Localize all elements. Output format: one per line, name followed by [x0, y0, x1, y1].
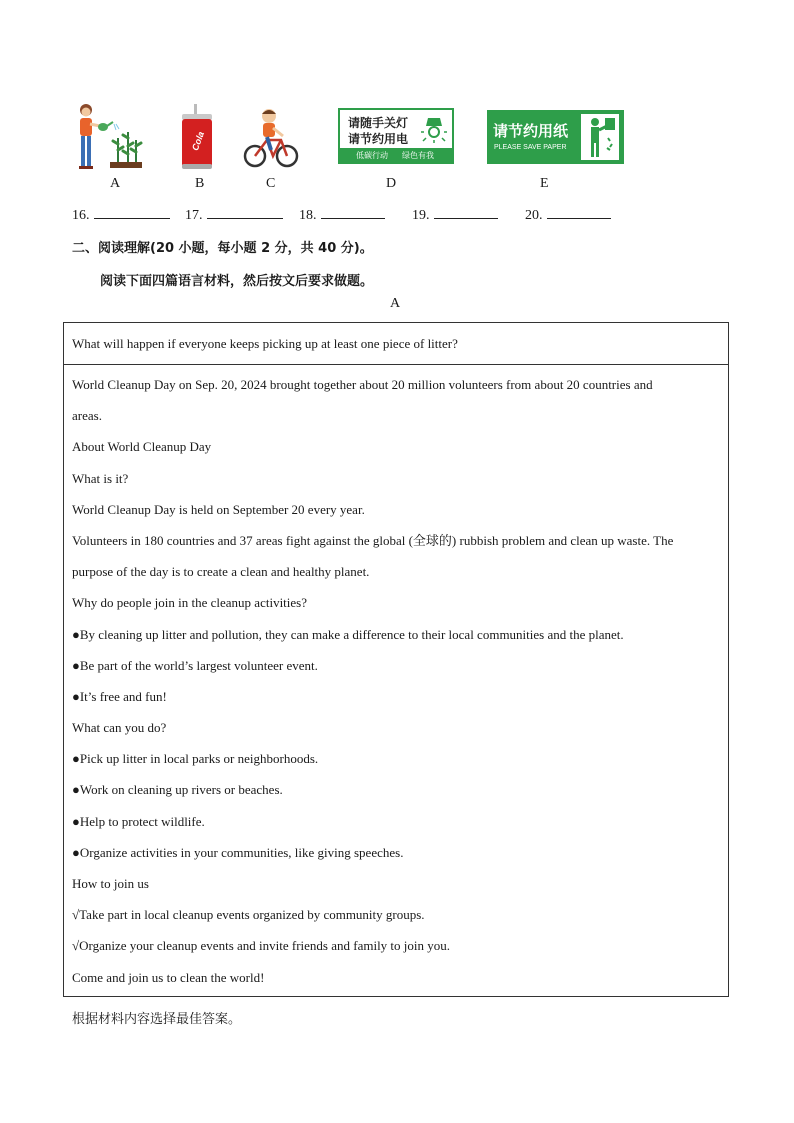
blank-number: 17.: [185, 208, 203, 223]
section-title: 二、阅读理解(20 小题，每小题 2 分，共 40 分)。: [72, 241, 373, 256]
sign-d-bottom-left: 低碳行动: [356, 151, 388, 160]
answer-blank[interactable]: [525, 206, 611, 224]
passage-line: ●Pick up litter in local parks or neighborhoods.: [72, 751, 319, 767]
picture-label-a: A: [110, 176, 121, 191]
save-paper-sign-icon: [487, 110, 624, 164]
answer-blank[interactable]: [299, 206, 385, 224]
passage-line: ●Work on cleaning up rivers or beaches.: [72, 782, 283, 798]
can-label: Cola: [189, 130, 207, 152]
soda-can-icon: [178, 104, 218, 172]
passage-line: World Cleanup Day is held on September 20 every year.: [72, 501, 365, 517]
passage-label: A: [390, 296, 401, 311]
passage-line: √Take part in local cleanup events organized by community groups.: [72, 907, 425, 923]
light-switch-sign-icon: [338, 108, 454, 164]
instructions: 阅读下面四篇语言材料，然后按文后要求做题。: [100, 274, 374, 289]
sign-e-line1: 请节约用纸: [493, 122, 569, 140]
passage-line: How to join us: [72, 876, 149, 891]
passage-line: Come and join us to clean the world!: [72, 969, 265, 985]
sign-d-line1: 请随手关灯: [348, 116, 409, 130]
passage-line: What is it?: [72, 470, 129, 486]
passage-line: Volunteers in 180 countries and 37 areas fight against the global (全球的) rubbish problem and clean up waste. The: [72, 532, 674, 548]
passage-line: ●Organize activities in your communities, like giving speeches.: [72, 844, 404, 860]
blank-number: 18.: [299, 208, 317, 223]
watering-plant-icon: [70, 100, 145, 175]
passage-title: What will happen if everyone keeps picking up at least one piece of litter?: [72, 336, 458, 351]
passage-line: ●It’s free and fun!: [72, 688, 167, 704]
cyclist-icon: [243, 106, 299, 170]
picture-label-b: B: [195, 176, 205, 191]
answer-blank[interactable]: [412, 206, 498, 224]
passage-line: ●By cleaning up litter and pollution, they can make a difference to their local communities and the planet.: [72, 626, 624, 642]
answer-blank[interactable]: [185, 206, 283, 224]
sign-d-line2: 请节约用电: [348, 132, 409, 146]
passage-line: Why do people join in the cleanup activities?: [72, 595, 308, 611]
passage-body: [72, 377, 726, 1001]
question-instruction: 根据材料内容选择最佳答案。: [72, 1012, 242, 1027]
blank-number: 16.: [72, 208, 90, 223]
passage-line: What can you do?: [72, 720, 167, 736]
person-bin-icon: [581, 114, 619, 160]
picture-label-d: D: [386, 176, 397, 191]
passage-line: World Cleanup Day on Sep. 20, 2024 brought together about 20 million volunteers from about 20 countries and: [72, 377, 653, 392]
sign-e-line2: PLEASE SAVE PAPER: [494, 144, 567, 151]
blank-number: 20.: [525, 208, 543, 223]
passage-box: [63, 322, 729, 997]
passage-line: About World Cleanup Day: [72, 439, 212, 455]
sign-d-bottom-right: 绿色有我: [402, 151, 434, 160]
passage-line: ●Help to protect wildlife.: [72, 813, 205, 829]
blank-number: 19.: [412, 208, 430, 223]
passage-line: purpose of the day is to create a clean and healthy planet.: [72, 564, 370, 580]
passage-line: areas.: [72, 408, 102, 424]
bulb-icon: [420, 114, 448, 144]
answer-blank[interactable]: [72, 206, 170, 224]
passage-line: ●Be part of the world’s largest volunteer event.: [72, 657, 318, 673]
picture-label-e: E: [540, 176, 549, 191]
passage-line: √Organize your cleanup events and invite friends and family to join you.: [72, 938, 451, 954]
passage-header: [64, 323, 728, 365]
picture-label-c: C: [266, 176, 276, 191]
